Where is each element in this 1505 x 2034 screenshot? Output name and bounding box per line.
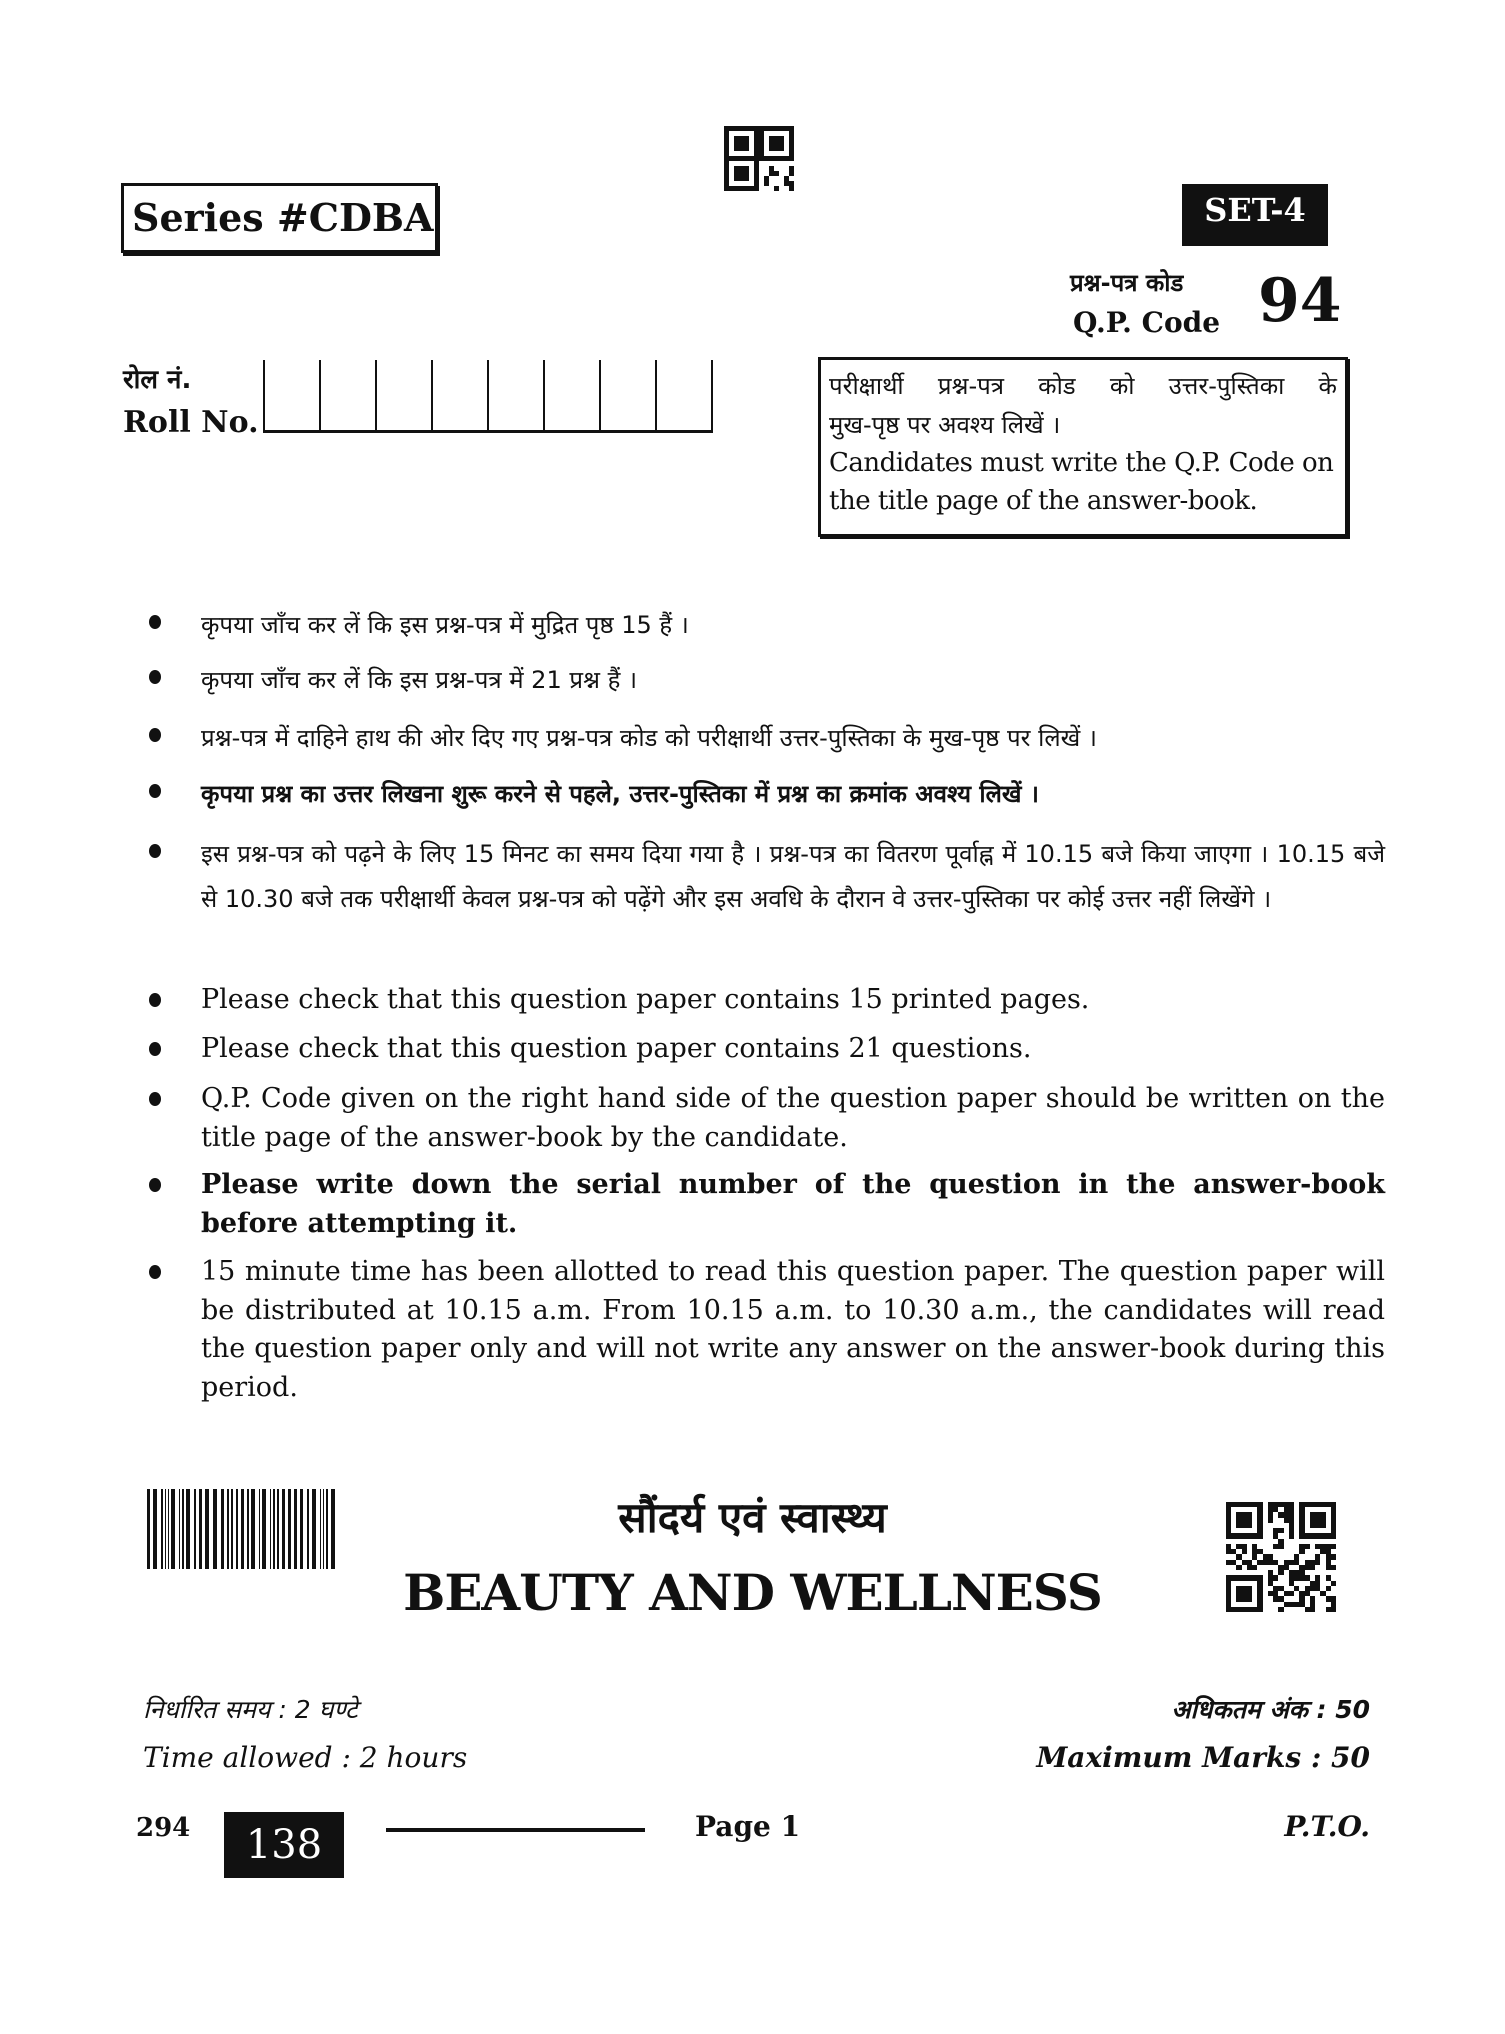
bullet-icon [149,784,161,798]
qr-code-bottom [1226,1502,1336,1612]
roll-label: Roll No. [123,405,259,440]
bullet-icon [149,993,161,1007]
subject-code: 294 [136,1813,191,1843]
bullet-icon [149,615,161,629]
instruction-hi-3: प्रश्न-पत्र में दाहिने हाथ की ओर दिए गए प्रश्न-पत्र कोड को परीक्षार्थी उत्तर-पुस्तिका के मुख-पृष्ठ पर लिखें । [149,716,1385,761]
bullet-icon [149,670,161,684]
roll-digit-box[interactable] [655,360,713,430]
bullet-icon [149,1178,161,1192]
instruction-hi-2: कृपया जाँच कर लें कि इस प्रश्न-पत्र में 21 प्रश्न हैं । [149,658,1385,703]
note-hindi-line1: परीक्षार्थी प्रश्न-पत्र कोड को उत्तर-पुस्तिका के [829,372,1337,400]
series-label: Series #CDBA [121,183,438,253]
time-allowed-hindi: निर्धारित समय : 2 घण्टे [143,1695,358,1724]
divider-line [386,1828,645,1832]
roll-digit-box[interactable] [263,360,319,430]
qp-code-note-box [818,357,1348,537]
note-english: Candidates must write the Q.P. Code on the title page of the answer-book. [829,448,1334,516]
bullet-icon [149,1092,161,1106]
qr-code-top [724,126,794,191]
subject-title-hindi: सौंदर्य एवं स्वास्थ्य [618,1493,887,1542]
qr-module [1331,1607,1336,1612]
instruction-en-3: Q.P. Code given on the right hand side of the question paper should be written on the title page of the answer-book by the candidate. [149,1080,1385,1157]
roll-digit-box[interactable] [599,360,655,430]
instruction-hi-1: कृपया जाँच कर लें कि इस प्रश्न-पत्र में मुद्रित पृष्ठ 15 हैं । [149,603,1385,648]
qp-code-label-hindi: प्रश्न-पत्र कोड [1070,269,1184,297]
bullet-icon [149,728,161,742]
bullet-icon [149,1042,161,1056]
instruction-hi-4: कृपया प्रश्न का उत्तर लिखना शुरू करने से पहले, उत्तर-पुस्तिका में प्रश्न का क्रमांक अवश्य लिखें । [149,772,1385,817]
paper-number-box: 138 [224,1812,344,1878]
qr-module [789,186,794,191]
instruction-en-5: 15 minute time has been allotted to read this question paper. The question paper will be distributed at 10.15 a.m. From 10.15 a.m. to 10.30 a.m., the candidates will read the question paper only and will not write any answer on the answer-book during this period. [149,1253,1385,1407]
roll-digit-box[interactable] [543,360,599,430]
time-allowed: Time allowed : 2 hours [143,1741,468,1774]
roll-digit-box[interactable] [487,360,543,430]
pto-label: P.T.O. [1284,1810,1370,1843]
roll-digit-box[interactable] [319,360,375,430]
roll-number-boxes[interactable] [263,360,713,433]
max-marks: Maximum Marks : 50 [1036,1741,1370,1774]
set-badge: SET-4 [1182,184,1328,246]
instruction-en-1: Please check that this question paper contains 15 printed pages. [149,981,1385,1020]
qp-code-value: 94 [1258,266,1342,336]
note-hindi-line2: मुख-पृष्ठ पर अवश्य लिखें । [829,411,1061,439]
subject-title: BEAUTY AND WELLNESS [403,1563,1102,1622]
roll-digit-box[interactable] [375,360,431,430]
bullet-icon [149,1265,161,1279]
max-marks-hindi: अधिकतम अंक : 50 [1171,1695,1370,1724]
instruction-en-4: Please write down the serial number of the question in the answer-book before attempting it. [149,1166,1385,1243]
qp-code-label: Q.P. Code [1073,306,1221,339]
instruction-hi-5: इस प्रश्न-पत्र को पढ़ने के लिए 15 मिनट का समय दिया गया है । प्रश्न-पत्र का वितरण पूर्वाह्न में 10.15 बजे किया जाएगा । 10.15 बजे से 10.30 बजे तक परीक्षार्थी केवल प्रश्न-पत्र को पढ़ेंगे और इस अवधि के दौरान वे उत्तर-पुस्तिका पर कोई उत्तर नहीं लिखेंगे । [149,832,1385,922]
roll-label-hindi: रोल नं. [123,365,192,395]
instruction-en-2: Please check that this question paper contains 21 questions. [149,1030,1385,1069]
bullet-icon [149,844,161,858]
roll-digit-box[interactable] [431,360,487,430]
page-number: Page 1 [695,1810,801,1843]
